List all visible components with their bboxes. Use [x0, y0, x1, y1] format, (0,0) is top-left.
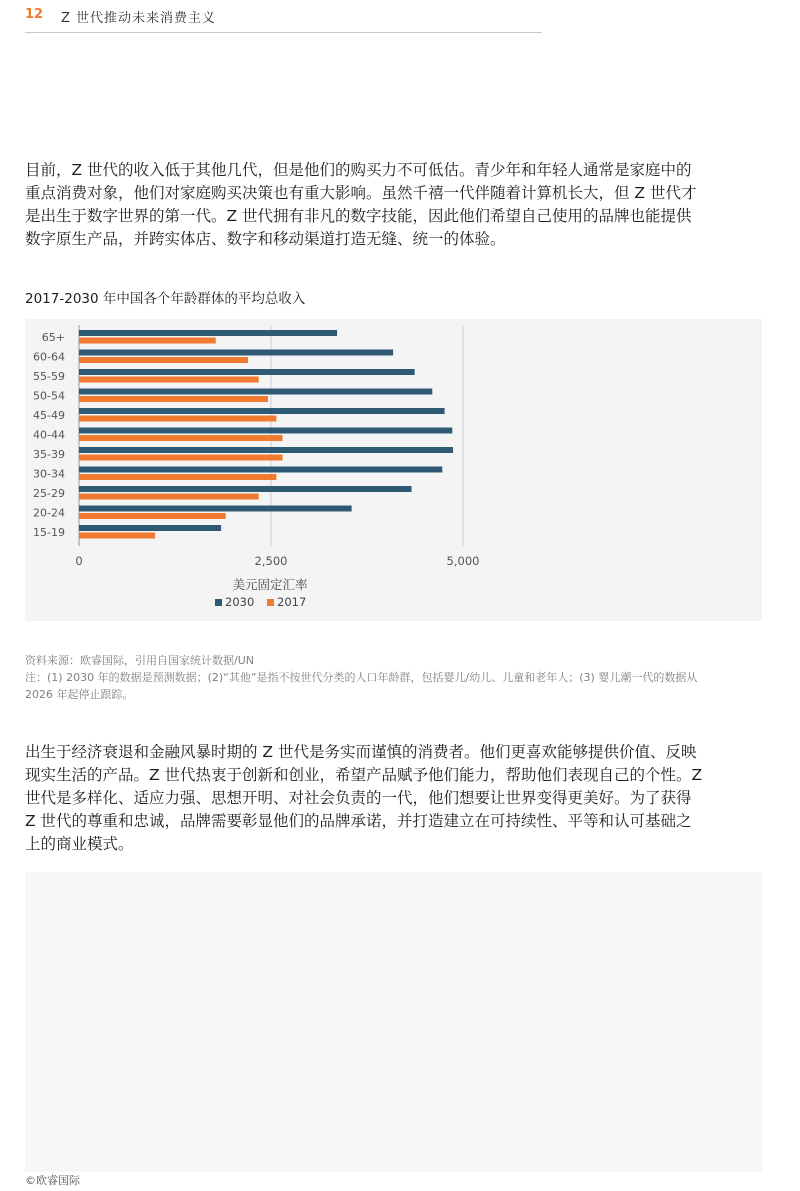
bar-2017-15-19: [79, 533, 155, 539]
bar-2030-15-19: [79, 525, 221, 531]
footnote-line: 2026 年起停止跟踪。: [25, 688, 134, 701]
bar-2017-65+: [79, 338, 216, 344]
running-header: [25, 4, 542, 33]
intro-line: 重点消费对象，他们对家庭购买决策也有重大影响。虽然千禧一代伴随着计算机长大，但 Z 世代才: [25, 184, 697, 202]
copyright: ©欧睿国际: [25, 1174, 80, 1187]
y-tick-label: 15-19: [33, 526, 65, 539]
body-line: 出生于经济衰退和金融风暴时期的 Z 世代是务实而谨慎的消费者。他们更喜欢能够提供价值、反映: [25, 743, 697, 761]
bar-2017-35-39: [79, 455, 283, 461]
intro-line: 目前，Z 世代的收入低于其他几代，但是他们的购买力不可低估。青少年和年轻人通常是家庭中的: [25, 161, 692, 179]
page-number: 12: [25, 7, 44, 22]
legend-label: 2017: [277, 595, 307, 609]
running-title: Z 世代推动未来消费主义: [61, 11, 217, 26]
legend-label: 2030: [225, 595, 255, 609]
chart-panel: [25, 319, 762, 621]
bar-2017-45-49: [79, 416, 276, 422]
bar-2030-45-49: [79, 408, 445, 414]
body-line: 上的商业模式。: [25, 835, 134, 853]
bar-2030-50-54: [79, 389, 432, 395]
income-bar-chart: [25, 319, 762, 621]
x-tick-label: 0: [75, 554, 83, 568]
bar-2030-20-24: [79, 506, 352, 512]
bar-2017-20-24: [79, 513, 226, 519]
y-tick-label: 60-64: [33, 350, 65, 364]
background-panel: [25, 872, 762, 1172]
intro-line: 数字原生产品，并跨实体店、数字和移动渠道打造无缝、统一的体验。: [25, 230, 506, 248]
bar-2030-60-64: [79, 350, 393, 356]
y-tick-label: 35-39: [33, 448, 65, 461]
y-tick-label: 50-54: [33, 389, 65, 403]
bar-2030-30-34: [79, 467, 442, 473]
x-axis-title: 美元固定汇率: [232, 577, 308, 592]
bar-2030-35-39: [79, 447, 453, 453]
body-line: Z 世代的尊重和忠诚，品牌需要彰显他们的品牌承诺，并打造建立在可持续性、平等和认可基础之: [25, 812, 692, 830]
source-note: 资料来源：欧睿国际，引用自国家统计数据/UN: [25, 654, 254, 667]
bar-2017-30-34: [79, 474, 276, 480]
bar-2030-25-29: [79, 486, 412, 492]
x-tick-label: 2,500: [254, 554, 288, 568]
legend-swatch-2030: [215, 599, 222, 606]
body-line: 世代是多样化、适应力强、思想开明、对社会负责的一代，他们想要让世界变得更美好。为了获得: [25, 789, 692, 807]
y-tick-label: 20-24: [33, 506, 65, 520]
chart-title: 2017-2030 年中国各个年龄群体的平均总收入: [25, 291, 306, 307]
y-tick-label: 55-59: [33, 370, 65, 383]
y-tick-label: 65+: [41, 331, 65, 344]
y-tick-label: 45-49: [33, 409, 65, 422]
body-line: 现实生活的产品。Z 世代热衷于创新和创业，希望产品赋予他们能力，帮助他们表现自己的个性。Z: [25, 766, 703, 784]
bar-2030-40-44: [79, 428, 452, 434]
body-paragraph: [25, 741, 765, 856]
y-tick-label: 25-29: [33, 487, 65, 500]
intro-line: 是出生于数字世界的第一代。Z 世代拥有非凡的数字技能，因此他们希望自己使用的品牌也能提供: [25, 207, 692, 225]
y-tick-label: 30-34: [33, 467, 65, 481]
bar-2017-25-29: [79, 494, 259, 500]
legend-swatch-2017: [267, 599, 274, 606]
footnote-line: 注：(1) 2030 年的数据是预测数据；(2)“其他”是指不按世代分类的人口年龄群，包括婴儿/幼儿、儿童和老年人；(3) 婴儿潮一代的数据从: [25, 671, 698, 684]
x-tick-label: 5,000: [446, 554, 480, 568]
intro-paragraph: [25, 159, 765, 251]
chart-notes: [25, 652, 697, 703]
bar-2030-55-59: [79, 369, 415, 375]
bar-2017-60-64: [79, 357, 248, 363]
y-tick-label: 40-44: [33, 428, 65, 442]
bar-2017-55-59: [79, 377, 259, 383]
bar-2017-50-54: [79, 396, 268, 402]
bar-2030-65+: [79, 330, 337, 336]
bar-2017-40-44: [79, 435, 283, 441]
